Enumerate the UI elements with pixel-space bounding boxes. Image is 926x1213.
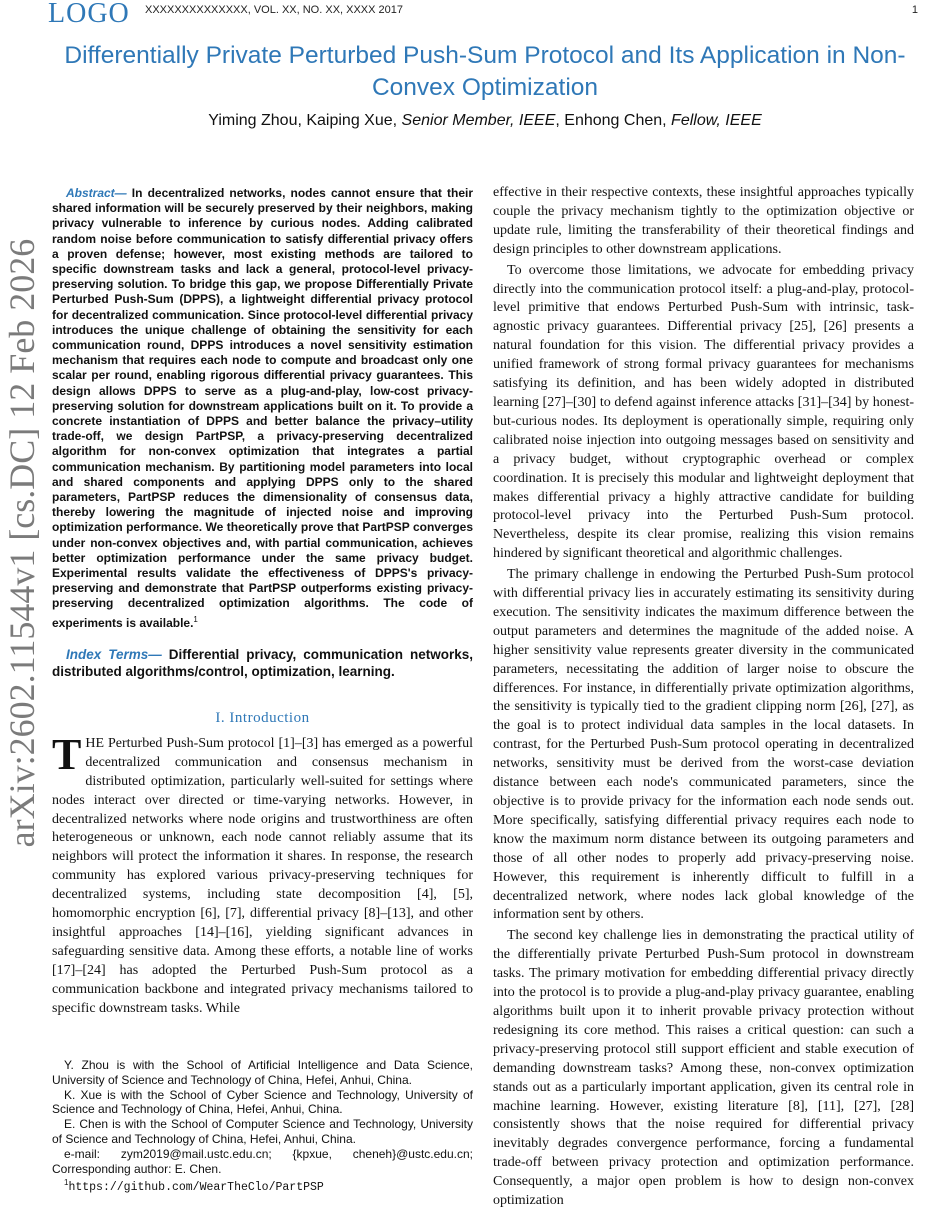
page-number: 1	[911, 4, 918, 16]
author-role-2: Fellow, IEEE	[671, 112, 762, 129]
author-line	[40, 112, 926, 130]
index-terms-text: Differential privacy, communication networks, distributed algorithms/control, optimization, learning.	[52, 646, 474, 679]
abstract	[52, 186, 473, 631]
abstract-text: In decentralized networks, nodes cannot ensure that their shared information will be securely preserved by their neighbors, making privacy vulnerable to inference by curious nodes. Adding calibrated random noise before communication to satisfy differential privacy offers a proven defense; however, most existing methods are tailored to specific downstream tasks and lack a general, protocol-level privacy-preserving solution. To bridge this gap, we propose Differentially Private Perturbed Push-Sum (DPPS), a lightweight differential privacy protocol for decentralized communication. Since protocol-level differential privacy introduces the unique challenge of obtaining the sensitivity for each communication round, DPPS introduces a novel sensitivity estimation mechanism that requires each node to compute and broadcast only one scalar per round, enabling rigorous differential privacy guarantees. This design allows DPPS to serve as a plug-and-play, low-cost privacy-preserving solution for downstream applications built on it. To provide a concrete instantiation of DPPS and better balance the privacy–utility trade-off, we design PartPSP, a privacy-preserving decentralized algorithm for non-convex optimization that integrates a partial communication mechanism. By partitioning model parameters into local and shared components and applying DPPS only to the shared parameters, PartPSP reduces the dimensionality of consensus data, thereby lowering the magnitude of injected noise and improving optimization performance. We theoretically prove that PartPSP converges under non-convex objectives and, with partial communication, achieves better optimization performance under the same privacy budget. Experimental results validate the effectiveness of DPPS's privacy-preserving and demonstrate that PartPSP outperforms existing privacy-preserving decentralized optimization algorithms. The code of experiments is available.	[52, 186, 473, 630]
drop-cap: T	[52, 729, 82, 779]
left-column	[52, 186, 473, 1018]
right-column	[493, 184, 914, 1213]
section-heading-introduction: I. Introduction	[215, 709, 310, 726]
intro-paragraph-3: The primary challenge in endowing the Perturbed Push-Sum protocol with differential privacy lies in accurately estimating its sensitivity during execution. The sensitivity indicates the maximum difference between the output parameters and determines the magnitude of the added noise. A higher sensitivity value represents greater diversity in the communicated parameters, necessitating the addition of larger noise to obscure the differences. For instance, in differentially private optimization algorithms, the sensitivity is typically tied to the gradient clipping norm [26], [27], as the goal is to protect individual data samples in the local datasets. In contrast, for the Perturbed Push-Sum protocol operating in decentralized networks, sensitivity must be derived from the worst-case deviation distance between each node's communicated parameters, since the objective is to provide privacy for the information each node sends out. More specifically, satisfying differential privacy requires each node to know the maximum norm distance between its outgoing parameters and those of all other nodes to properly add privacy-preserving noise. However, this requirement is inherently difficult to fulfill in a decentralized network, where nodes lack global knowledge of the information sent by others.	[493, 567, 914, 923]
footnote-code-link	[52, 1176, 473, 1196]
footnote-chen: E. Chen is with the School of Computer Science and Technology, University of Science and Technology of China, Hefei, Anhui, China.	[52, 1117, 473, 1146]
abstract-footnote-mark: 1	[193, 614, 198, 624]
footnote-zhou: Y. Zhou is with the School of Artificial Intelligence and Data Science, University of Science and Technology of China, Hefei, Anhui, China.	[52, 1058, 473, 1087]
abstract-label: Abstract—	[66, 186, 127, 200]
paper-title: Differentially Private Perturbed Push-Sum Protocol and Its Application in Non-Convex Optimization	[64, 42, 906, 101]
intro-paragraph-4: The second key challenge lies in demonstrating the practical utility of the differentially private Perturbed Push-Sum protocol in downstream tasks. The primary motivation for embedding differential privacy directly into the protocol is to provide a plug-and-play privacy guarantee, enabling algorithms built upon it to inherit provable privacy protection without redesigning its core method. This raises a critical question: can such a privacy-preserving protocol still support efficient and stable execution of demanding downstream tasks? Among these, non-convex optimization stands out as a particularly important application, given its central role in machine learning. However, existing literature [8], [11], [27], [28] consistently shows that the noise required for differential privacy inevitably degrades convergence performance, forcing a fundamental trade-off between privacy protection and optimization performance. Consequently, a major open problem is how to design non-convex optimization	[493, 928, 914, 1209]
intro-paragraph-2: To overcome those limitations, we advocate for embedding privacy directly into the communication protocol itself: a plug-and-play, protocol-level primitive that endows Perturbed Push-Sum with intrinsic, task-agnostic privacy guarantees. Differential privacy [25], [26] presents a natural foundation for this vision. The differential privacy provides a unified framework of strong formal privacy guarantees for mechanisms satisfying its definition, and has been widely adopted in distributed learning [27]–[30] to defend against inference attacks [31]–[34] by honest-but-curious nodes. Its deployment is operationally simple, requiring only calibrated noise injection into outgoing messages based on sensitivity and a privacy budget, without cryptographic overhead or complex coordination. It is precisely this modular and lightweight deployment that makes differential privacy a highly attractive candidate for building protocol-level privacy into the Perturbed Push-Sum protocol. Nevertheless, despite its clear promise, realizing this vision remains hindered by significant theoretical and algorithmic challenges.	[493, 262, 914, 562]
intro-paragraph-1	[52, 729, 473, 1019]
arxiv-stamp: arXiv:2602.11544v1 [cs.DC] 12 Feb 2026	[2, 238, 42, 848]
author-names-1: Yiming Zhou, Kaiping Xue,	[208, 112, 398, 129]
code-url-link[interactable]: https://github.com/WearTheClo/PartPSP	[68, 1181, 324, 1195]
intro-paragraph-1-text: HE Perturbed Push-Sum protocol [1]–[3] has emerged as a powerful decentralized communication and consensus mechanism in distributed optimization, particularly well-suited for settings where nodes interact over directed or time-varying networks. However, in decentralized networks where node origins and trustworthiness are often heterogeneous or unknown, each node cannot reliably assume that its neighbors will protect the information it shares. In response, the research community has explored various privacy-preserving techniques for decentralized systems, including state decomposition [4], [5], homomorphic encryption [6], [7], differential privacy [8]–[13], and other insightful approaches [14]–[16], yielding significant advances in safeguarding sensitive data. Among these efforts, a notable line of works [17]–[24] has adopted the Perturbed Push-Sum protocol as a communication backbone and integrated privacy mechanisms tailored to specific downstream tasks. While	[52, 735, 473, 1016]
author-role-1: Senior Member, IEEE	[401, 112, 556, 129]
intro-paragraph-1-cont: effective in their respective contexts, these insightful approaches typically couple the privacy mechanism tightly to the optimization objective or update rule, limiting the transferability of their theoretical findings and design principles to other downstream applications.	[493, 185, 914, 257]
footnote-xue: K. Xue is with the School of Cyber Science and Technology, University of Science and Technology of China, Hefei, Anhui, China.	[52, 1087, 473, 1117]
footnote-email: e-mail: zym2019@mail.ustc.edu.cn; {kpxue, cheneh}@ustc.edu.cn; Corresponding author: E. Chen.	[52, 1146, 473, 1176]
footnote-code-mark: 1	[64, 1178, 69, 1188]
index-terms	[52, 646, 473, 680]
journal-logo: LOGO	[48, 0, 130, 29]
running-head: XXXXXXXXXXXXXX, VOL. XX, NO. XX, XXXX 2017	[145, 4, 404, 16]
index-terms-label: Index Terms—	[66, 646, 162, 662]
author-names-2: , Enhong Chen,	[555, 112, 667, 129]
footnotes	[52, 1058, 473, 1196]
